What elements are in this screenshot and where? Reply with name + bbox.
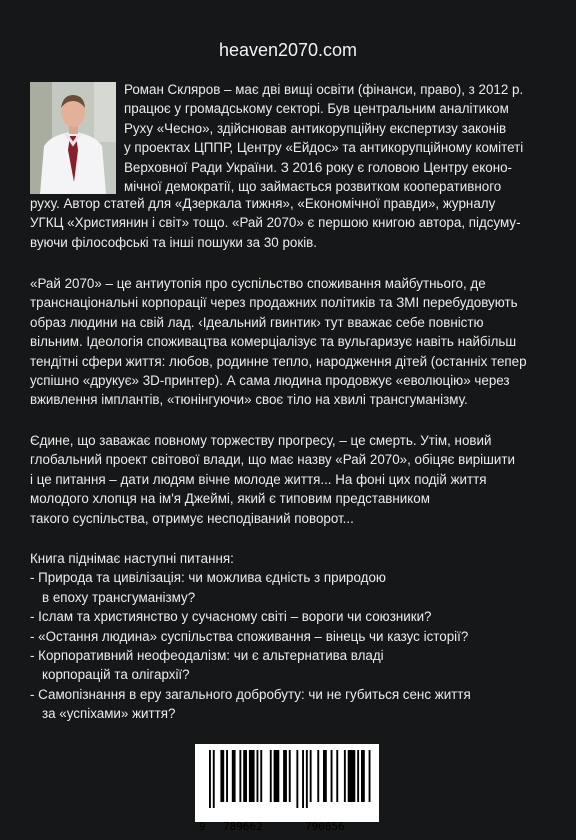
barcode-bar	[323, 750, 327, 802]
text-line: вільним. Ідеологія споживацтва комерціалізує та вульгаризує навіть найбільш	[30, 334, 517, 350]
barcode-bar	[270, 750, 272, 802]
text-line: Єдине, що заважає повному торжеству прогресу, – це смерть. Утім, новий	[30, 433, 492, 448]
text-line: і це питання – дати людям вічне молоде життя... На фоні цих подій життя	[30, 471, 487, 487]
question-line: - Природа та цивілізація: чи можлива єдність з природою	[30, 570, 386, 586]
barcode-bar	[209, 750, 211, 808]
bio-line: у проектах ЦППР, Центру «Ейдос» та антикорупційному комітеті	[124, 140, 524, 156]
barcode-group-left: 789662	[223, 820, 263, 833]
barcode-bar	[348, 750, 356, 802]
barcode-bar	[296, 750, 298, 808]
question-line: - Самопізнання в еру загального добробуту: чи не губиться сенс життя	[30, 686, 471, 702]
barcode-bar	[226, 750, 228, 802]
isbn-barcode	[195, 744, 379, 833]
barcode-bar	[257, 750, 259, 802]
barcode-bar	[310, 750, 312, 802]
synopsis-paragraph-1	[30, 274, 542, 410]
barcode-bars	[195, 744, 379, 808]
barcode-group-right: 790856	[305, 820, 345, 833]
bio-line: працює у громадському секторі. Був центральним аналітиком	[124, 101, 509, 117]
author-photo	[30, 82, 116, 194]
barcode-bar	[249, 750, 255, 802]
question-line: в епоху трансгуманізму?	[42, 589, 196, 605]
barcode-bar	[239, 750, 241, 802]
bio-line: вуючи філософські та інші пошуки за 30 років.	[30, 234, 318, 250]
author-bio-side	[124, 80, 542, 196]
text-line: тендітні сфери життя: любов, родинне тепло, народження дітей (останніх тепер	[30, 353, 527, 369]
bio-line: мічної демократії, що займається розвитком кооперативного	[124, 179, 502, 195]
questions-intro: Книга піднімає наступні питання:	[30, 551, 234, 566]
barcode-bar	[331, 750, 333, 802]
synopsis-paragraph-2	[30, 431, 542, 528]
barcode-bar	[317, 750, 319, 802]
bio-line: Верховної Ради України. З 2016 року є головою Центру еконо-	[124, 159, 513, 175]
text-line: «Рай 2070» – це антиутопія про суспільство споживання майбутнього, де	[30, 276, 486, 291]
question-line: корпорацій та олігархії?	[42, 667, 190, 683]
text-line: такого суспільства, отримує несподіваний поворот...	[30, 510, 354, 526]
barcode-bar	[336, 750, 338, 802]
text-line: вживлення імплантів, «тюнінгуючи» своє тіло на хвилі трансгуманізму.	[30, 392, 468, 408]
question-line: - «Остання людина» суспільства споживання – вінець чи казус історії?	[30, 628, 469, 644]
questions-list	[30, 549, 542, 724]
barcode-bar	[243, 750, 247, 802]
barcode-bar	[344, 750, 346, 802]
barcode-bar	[369, 750, 371, 802]
barcode-bar	[361, 750, 365, 802]
barcode-bar	[357, 750, 359, 802]
barcode-bar	[232, 750, 236, 802]
author-bio-continued	[30, 194, 542, 252]
website-url: heaven2070.com	[218, 40, 358, 60]
barcode-bar	[260, 750, 262, 802]
question-line: за «успіхами» життя?	[42, 706, 176, 722]
barcode-digit-first: 9	[199, 820, 206, 833]
barcode-bar	[306, 750, 308, 808]
bio-line: Роман Скляров – має дві вищі освіти (фінанси, право), з 2012 р.	[124, 82, 524, 97]
barcode-bar	[213, 750, 215, 808]
question-line: - Іслам та християнство у сучасному світі – вороги чи союзники?	[30, 609, 432, 625]
barcode-bar	[289, 750, 291, 802]
text-line: образ людини на свій лад. ‹Ідеальний гвинтик› тут вважає себе повністю	[30, 314, 484, 330]
text-line: молодого хлопця на ім'я Джеймі, який є типовим представником	[30, 491, 430, 507]
text-line: глобальний проект світової влади, що має назву «Рай 2070», обіцяє вирішити	[30, 452, 515, 468]
barcode-bar	[283, 750, 287, 802]
bio-line: руху. Автор статей для «Дзеркала тижня», «Економічної правди», журналу	[30, 196, 496, 211]
barcode-bar	[220, 750, 224, 802]
text-line: транснаціональні корпорації через продажних політиків та ЗМІ перебудовують	[30, 295, 518, 311]
question-line: - Корпоративний неофеодалізм: чи є альтернатива владі	[30, 648, 384, 664]
text-line: успішно «друкує» 3D-принтер). А сама людина продовжує «еволюцію» через	[30, 373, 510, 389]
bio-line: Руху «Чесно», здійснював антикорупційну експертизу законів	[124, 120, 507, 136]
barcode-bar	[302, 750, 304, 808]
bio-line: УГКЦ «Християнин і світ» тощо. «Рай 2070» є першою книгою автора, підсуму-	[30, 215, 521, 231]
barcode-bar	[274, 750, 280, 802]
